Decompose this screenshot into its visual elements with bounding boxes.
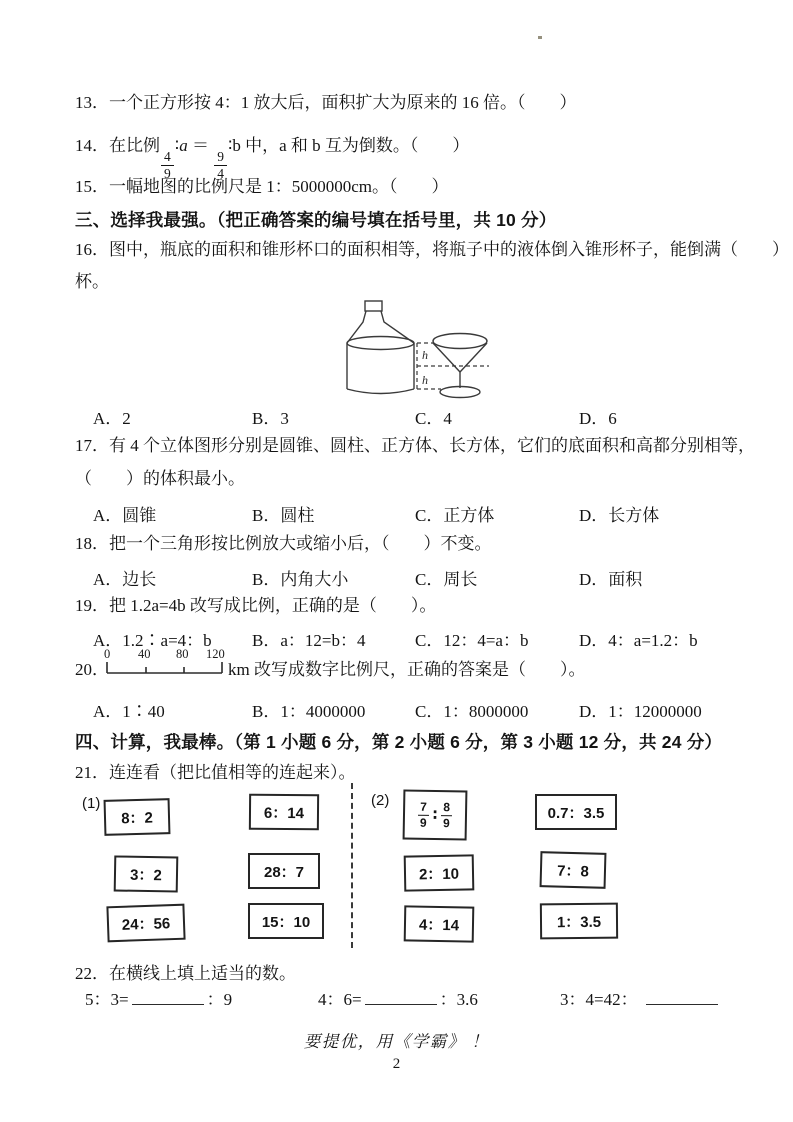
- option-a: A．边长: [93, 570, 157, 589]
- option-d: D．4：a=1.2：b: [579, 631, 698, 650]
- question-14-number: 14．: [75, 136, 109, 155]
- question-19-text: 把 1.2a=4b 改写成比例，正确的是（ ）。: [109, 596, 437, 615]
- scale-ruler-figure: [102, 645, 228, 681]
- option-d: D．6: [579, 409, 617, 428]
- ratio-box-15-10: 15：10: [248, 903, 324, 939]
- blank-2-line: [365, 990, 437, 1005]
- question-16-text1: 图中，瓶底的面积和锥形杯口的面积相等，将瓶子中的液体倒入锥形杯子，能倒满（ ）: [109, 240, 789, 259]
- question-18: [75, 533, 492, 556]
- ruler-label-80: 80: [176, 647, 189, 661]
- fraction-8-9: $\frac{8}{9}$: [442, 800, 451, 830]
- question-18-text: 把一个三角形按比例放大或缩小后，（ ）不变。: [109, 534, 492, 553]
- option-b: B．内角大小: [252, 570, 349, 589]
- ruler-label-0: 0: [104, 647, 111, 661]
- question-21-text: 连连看（把比值相等的连起来）。: [109, 763, 356, 782]
- question-13: [75, 92, 577, 115]
- group-1-label: (1): [82, 795, 101, 812]
- option-a: A．圆锥: [93, 506, 157, 525]
- fraction-7-9: $\frac{7}{9}$: [419, 799, 428, 830]
- question-20-options: [93, 697, 753, 723]
- question-18-number: 18．: [75, 534, 109, 553]
- ratio-box-2-10: 2：10: [404, 854, 475, 891]
- colon: ∶: [227, 136, 233, 155]
- option-c: C．12：4=a：b: [415, 631, 529, 650]
- ruler-label-40: 40: [138, 647, 151, 661]
- fill-blank-2: [318, 989, 478, 1012]
- blank-1-post: ：9: [206, 990, 233, 1009]
- cone-base: [440, 387, 480, 398]
- option-c: C．1：8000000: [415, 702, 529, 721]
- height-label-lower: h: [422, 373, 428, 387]
- question-16-line2: 杯。: [75, 272, 109, 291]
- question-14-post: 中，a 和 b 互为倒数。（ ）: [240, 136, 470, 155]
- question-21: [75, 762, 356, 785]
- option-b: B．1：4000000: [252, 702, 366, 721]
- option-b: B．圆柱: [252, 506, 315, 525]
- option-d: D．面积: [579, 570, 643, 589]
- group-divider: [351, 783, 353, 948]
- option-c: C．正方体: [415, 506, 495, 525]
- question-21-number: 21．: [75, 763, 109, 782]
- fraction-4-9: $\frac{4}{9}$: [161, 150, 174, 181]
- question-22: [75, 963, 296, 986]
- question-22-number: 22．: [75, 964, 109, 983]
- question-15-number: 15．: [75, 177, 109, 196]
- section-4-heading: 四、计算，我最棒。（第 1 小题 6 分，第 2 小题 6 分，第 3 小题 12 分，共 24 分）: [75, 732, 723, 752]
- question-18-options: [93, 565, 733, 591]
- option-a: A．1∶40: [93, 702, 165, 721]
- question-15: [75, 176, 449, 199]
- liquid-surface: [347, 337, 414, 350]
- question-14-pre: 在比例: [109, 136, 160, 155]
- question-17-options: [93, 501, 733, 527]
- ratio-box-1-3.5: 1：3.5: [540, 903, 618, 940]
- variable-a: a: [179, 136, 188, 155]
- question-16-number: 16．: [75, 240, 109, 259]
- ratio-box-3-2: 3：2: [114, 855, 179, 892]
- cone-rim: [433, 334, 487, 349]
- colon: ∶: [174, 136, 180, 155]
- variable-b: b: [232, 136, 241, 155]
- ratio-box-6-14: 6：14: [249, 794, 319, 831]
- blank-2-post: ：3.6: [439, 990, 478, 1009]
- ratio-box-8-2: 8：2: [104, 798, 171, 836]
- question-16-options: [93, 404, 733, 430]
- option-d: D．1：12000000: [579, 702, 702, 721]
- blank-2-pre: 4：6=: [318, 990, 362, 1009]
- fraction-9-4: $\frac{9}{4}$: [214, 150, 227, 181]
- question-20-number: 20．: [75, 660, 109, 679]
- option-c: C．周长: [415, 570, 478, 589]
- ratio-box-24-56: 24：56: [106, 904, 185, 943]
- blank-3-pre: 3：4=42：: [560, 990, 638, 1009]
- option-a: A．1.2∶a=4：b: [93, 631, 212, 650]
- option-c: C．4: [415, 409, 452, 428]
- page-number: 2: [392, 1056, 401, 1072]
- question-17-line1: [75, 435, 755, 458]
- question-17-line2: （ ）的体积最小。: [75, 469, 245, 488]
- group-2-label: (2): [371, 792, 390, 809]
- question-13-number: 13．: [75, 93, 109, 112]
- fill-blank-3: [560, 989, 721, 1012]
- blank-3-line: [646, 990, 718, 1005]
- ratio-box-7-8: 7：8: [540, 851, 607, 889]
- question-13-text: 一个正方形按 4：1 放大后，面积扩大为原来的 16 倍。（ ）: [109, 93, 577, 112]
- ruler-label-120: 120: [206, 647, 225, 661]
- height-label-upper: h: [422, 348, 428, 362]
- question-19-number: 19．: [75, 596, 109, 615]
- question-20-text: km 改写成数字比例尺，正确的答案是（ ）。: [228, 660, 586, 679]
- option-d: D．长方体: [579, 506, 660, 525]
- question-17-number: 17．: [75, 436, 109, 455]
- option-b: B．a：12=b：4: [252, 631, 366, 650]
- bottle-cap: [365, 301, 382, 311]
- question-17-text1: 有 4 个立体图形分别是圆锥、圆柱、正方体、长方体，它们的底面积和高都分别相等，: [109, 436, 755, 455]
- blank-1-line: [132, 990, 204, 1005]
- ratio-box-4-14: 4：14: [404, 905, 475, 942]
- colon: ∶: [432, 806, 438, 825]
- ratio-box-0.7-3.5: 0.7：3.5: [535, 794, 617, 830]
- section-3-heading: 三、选择我最强。（把正确答案的编号填在括号里，共 10 分）: [75, 210, 557, 230]
- ratio-box-28-7: 28：7: [248, 853, 320, 889]
- option-b: B．3: [252, 409, 289, 428]
- question-16-line1: [75, 239, 789, 262]
- footer-slogan: 要提优，用《学霸》 ！: [303, 1032, 490, 1051]
- blank-1-pre: 5：3=: [85, 990, 129, 1009]
- option-a: A．2: [93, 409, 131, 428]
- ratio-box-7-9-8-9: [403, 789, 468, 840]
- scan-speck: [538, 36, 542, 39]
- equals-sign: ＝: [187, 136, 214, 155]
- question-15-text: 一幅地图的比例尺是 1：5000000cm。（ ）: [109, 177, 449, 196]
- question-22-text: 在横线上填上适当的数。: [109, 964, 296, 983]
- question-19: [75, 595, 436, 618]
- fill-blank-1: [85, 989, 232, 1012]
- question-14: [75, 135, 469, 181]
- bottle-and-cone-figure: [338, 296, 490, 406]
